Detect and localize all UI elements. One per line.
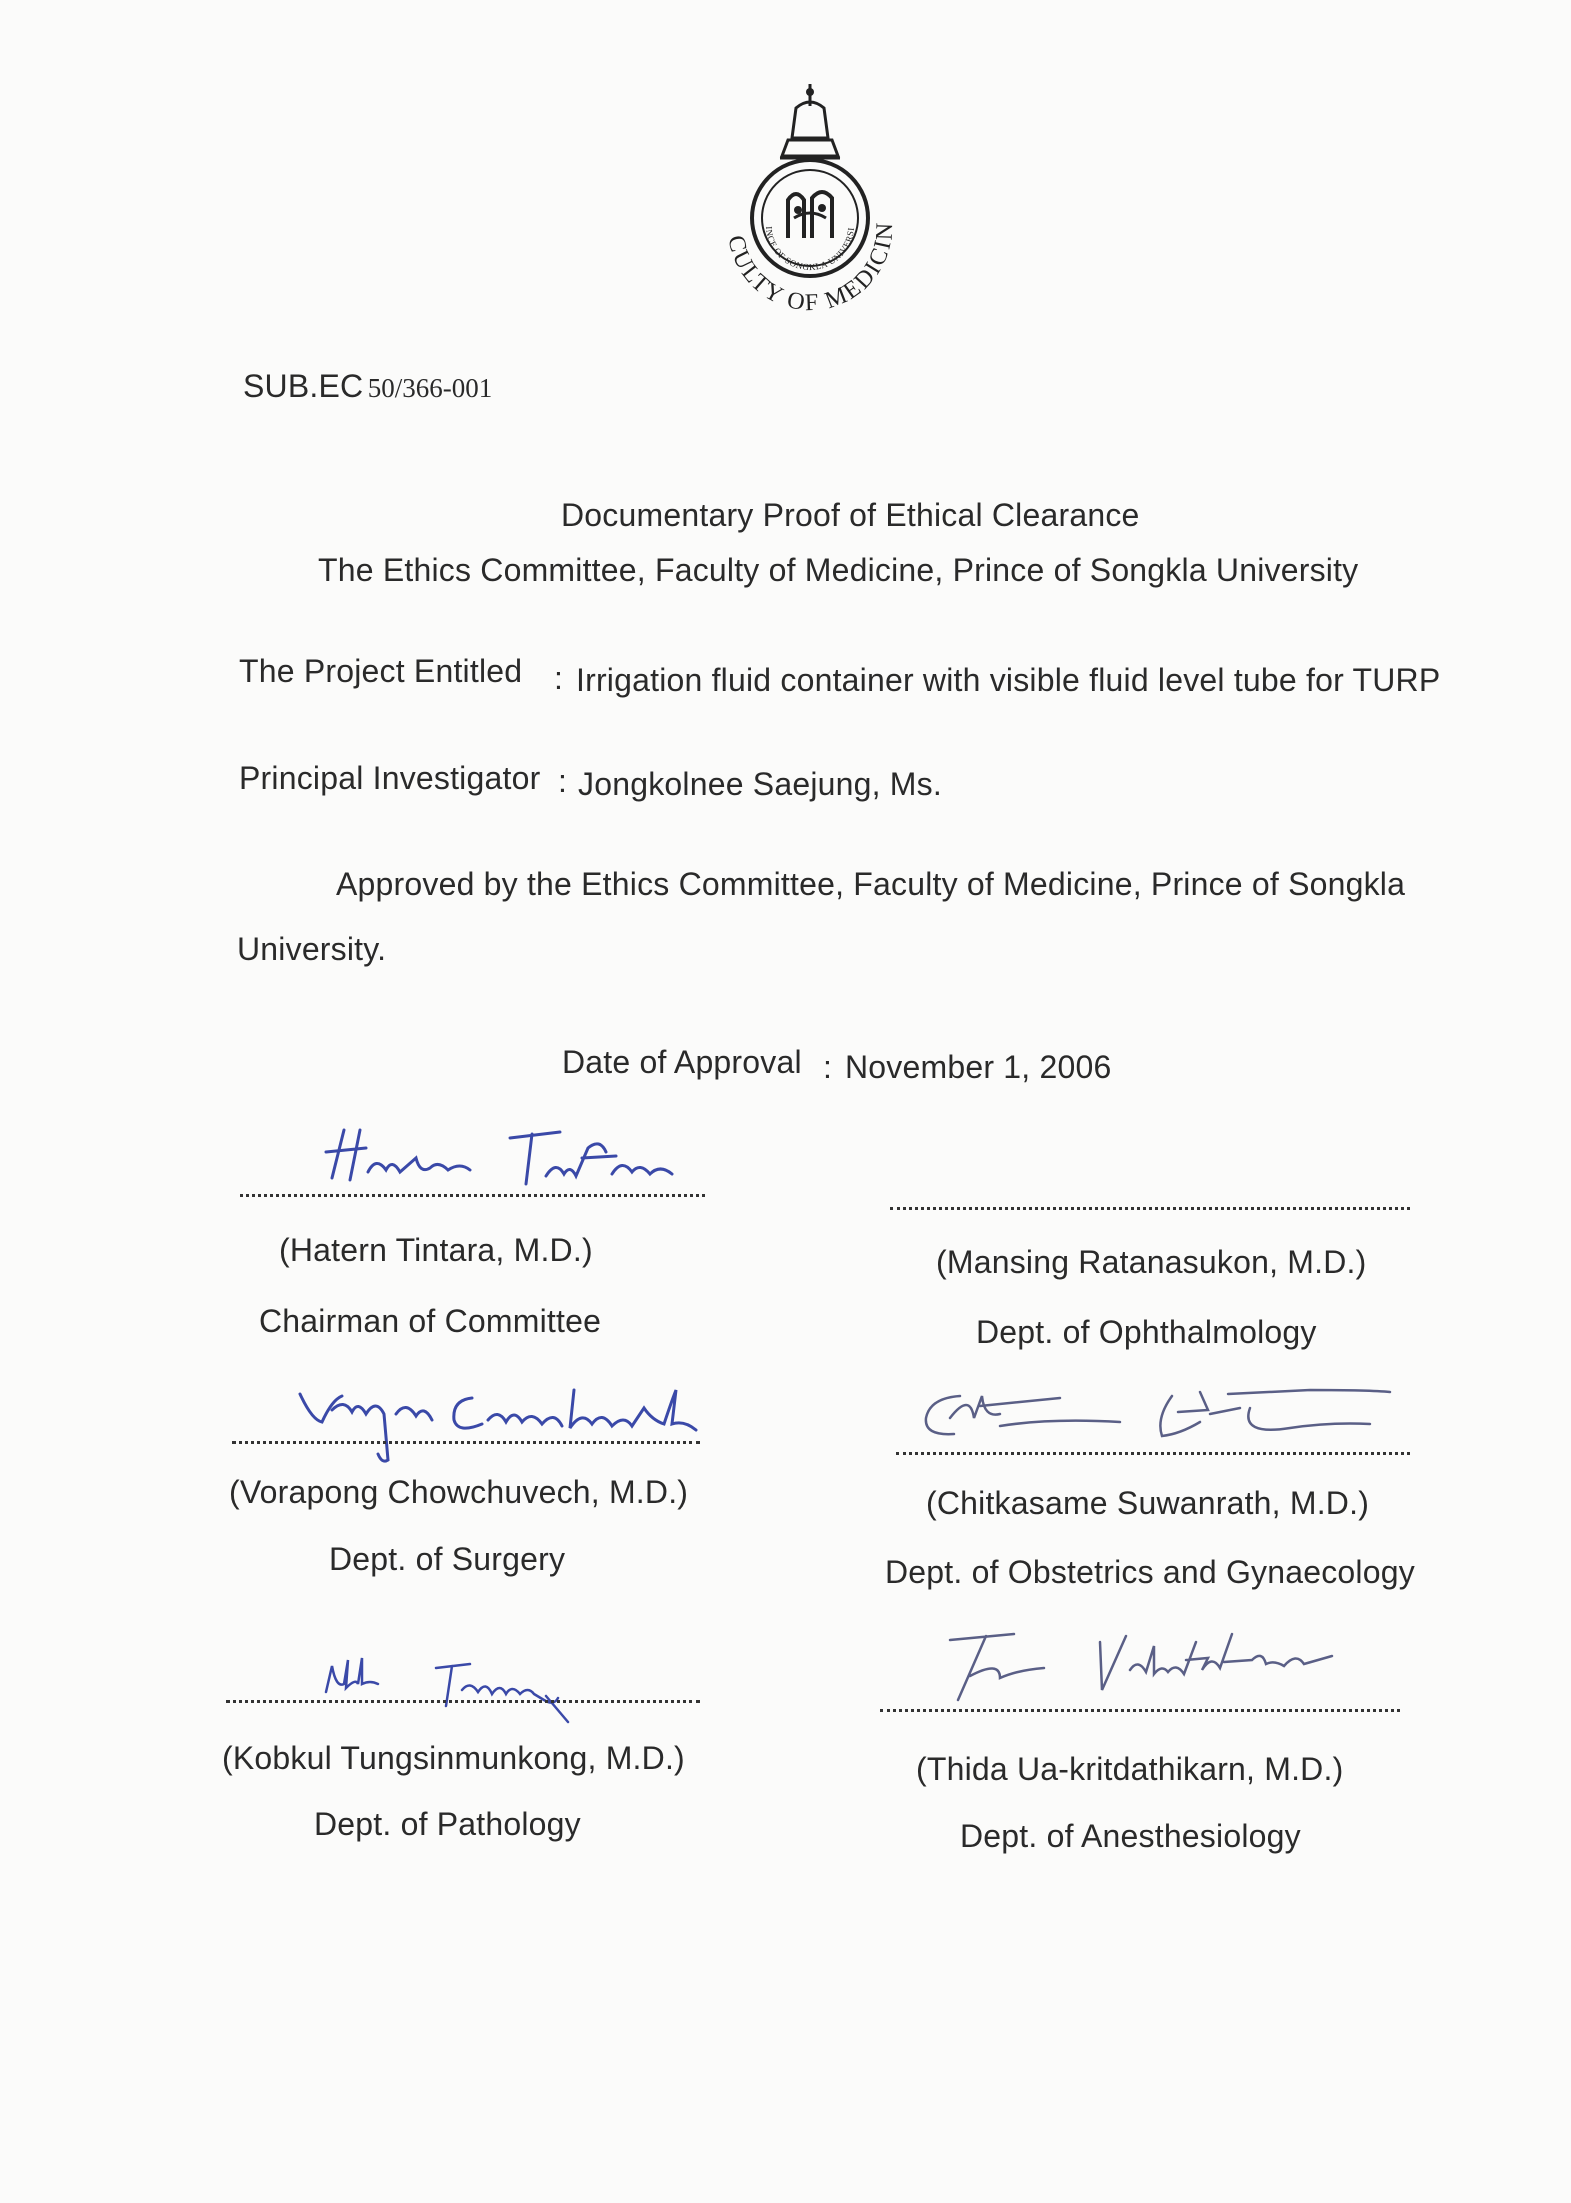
signature-kobkul-tungsinmunkong [318, 1640, 638, 1735]
signature-line [896, 1452, 1410, 1455]
approval-statement-line2: University. [237, 931, 387, 967]
reference-number [243, 368, 492, 405]
signatory-name: (Thida Ua-kritdathikarn, M.D.) [916, 1751, 1344, 1787]
investigator-name: Jongkolnee Saejung, Ms. [578, 766, 942, 802]
signature-line [232, 1441, 700, 1444]
approval-date-value: November 1, 2006 [845, 1049, 1112, 1085]
signatory-role: Dept. of Surgery [329, 1541, 566, 1577]
signature-chitkasame-suwanrath [910, 1378, 1410, 1463]
signatory-name: (Mansing Ratanasukon, M.D.) [936, 1244, 1367, 1280]
reference-prefix: SUB.EC [243, 368, 364, 404]
signature-line [880, 1709, 1400, 1712]
signatory-name: (Hatern Tintara, M.D.) [279, 1232, 593, 1268]
investigator-separator: : [558, 763, 568, 799]
signatory-name: (Kobkul Tungsinmunkong, M.D.) [222, 1740, 685, 1776]
document-title: Documentary Proof of Ethical Clearance [561, 497, 1140, 533]
project-separator: : [554, 660, 564, 696]
document-subtitle: The Ethics Committee, Faculty of Medicine, Prince of Songkla University [318, 552, 1359, 588]
project-title: Irrigation fluid container with visible fluid level tube for TURP [576, 662, 1441, 698]
signature-line [240, 1194, 705, 1197]
signatory-role: Dept. of Ophthalmology [976, 1314, 1317, 1350]
signatory-role: Dept. of Pathology [314, 1806, 581, 1842]
signatory-name: (Vorapong Chowchuvech, M.D.) [229, 1474, 689, 1510]
signatory-role: Chairman of Committee [259, 1303, 602, 1339]
approval-date-separator: : [823, 1049, 833, 1085]
signatory-role: Dept. of Anesthesiology [960, 1818, 1301, 1854]
signatory-name: (Chitkasame Suwanrath, M.D.) [926, 1485, 1370, 1521]
approval-date-label: Date of Approval [562, 1044, 802, 1080]
project-label: The Project Entitled [239, 653, 523, 689]
signatory-role: Dept. of Obstetrics and Gynaecology [885, 1554, 1415, 1590]
approval-statement-line1: Approved by the Ethics Committee, Faculty of Medicine, Prince of Songkla [336, 866, 1406, 902]
signature-hatern-tintara [320, 1118, 700, 1203]
signature-vorapong-chowchuvech [292, 1380, 712, 1475]
reference-code: 50/366-001 [367, 373, 493, 403]
faculty-seal [700, 78, 920, 323]
seal-emblem-icon [700, 78, 920, 323]
signature-line [226, 1700, 700, 1703]
svg-text:FACULTY OF MEDICINE: CULTY OF MEDICIN [722, 220, 899, 317]
svg-text:PRINCE OF SONGKLA UNIVERSITY: INCE OF SONGKLA UNIVERSI [763, 226, 857, 273]
investigator-label: Principal Investigator [239, 760, 541, 796]
signature-line [890, 1207, 1410, 1210]
